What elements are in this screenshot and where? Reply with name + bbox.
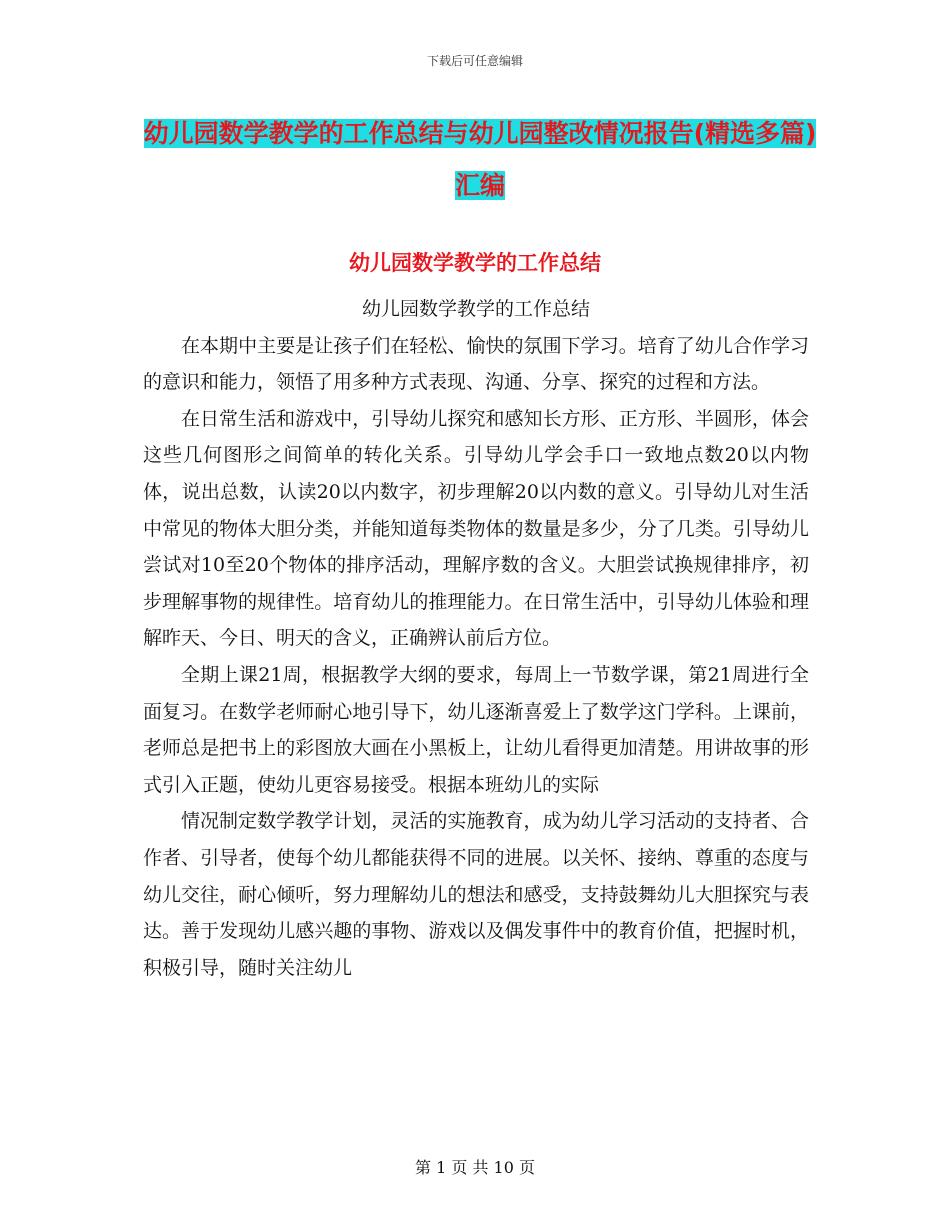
section-heading: 幼儿园数学教学的工作总结 (349, 251, 601, 275)
page-footer: 第 1 页 共 10 页 (415, 1158, 535, 1177)
document-title-text: 幼儿园数学教学的工作总结与幼儿园整改情况报告(精选多篇)汇编 (143, 119, 817, 200)
paragraph-4: 情况制定数学教学计划，灵活的实施教育，成为幼儿学习活动的支持者、合作者、引导者，使每个幼儿都能获得不同的进展。以关怀、接纳、尊重的态度与幼儿交往，耐心倾听，努力理解幼儿的想法和感受，支持鼓舞幼儿大胆探究与表达。善于发现幼儿感兴趣的事物、游戏以及偶发事件中的教育价值，把握时机，积极引导，随时关注幼儿 (143, 810, 809, 979)
document-title (140, 108, 820, 212)
paragraph-3: 全期上课21周，根据教学大纲的要求，每周上一节数学课，第21周进行全面复习。在数学老师耐心地引导下，幼儿逐渐喜爱上了数学这门学科。上课前，老师总是把书上的彩图放大画在小黑板上，让幼儿看得更加清楚。用讲故事的形式引入正题，使幼儿更容易接受。根据本班幼儿的实际 (143, 663, 809, 796)
subtitle: 幼儿园数学教学的工作总结 (361, 298, 590, 320)
paragraph-1: 在本期中主要是让孩子们在轻松、愉快的氛围下学习。培育了幼儿合作学习的意识和能力，领悟了用多种方式表现、沟通、分享、探究的过程和方法。 (143, 334, 809, 394)
paragraph-2: 在日常生活和游戏中，引导幼儿探究和感知长方形、正方形、半圆形，体会这些几何图形之间简单的转化关系。引导幼儿学会手口一致地点数20以内物体，说出总数，认读20以内数字，初步理解20以内数的意义。引导幼儿对生活中常见的物体大胆分类，并能知道每类物体的数量是多少，分了几类。引导幼儿尝试对10至20个物体的排序活动，理解序数的含义。大胆尝试换规律排序，初步理解事物的规律性。培育幼儿的推理能力。在日常生活中，引导幼儿体验和理解昨天、今日、明天的含义，正确辨认前后方位。 (143, 407, 809, 650)
document-body (143, 291, 809, 986)
header-note: 下载后可任意编辑 (426, 54, 523, 68)
